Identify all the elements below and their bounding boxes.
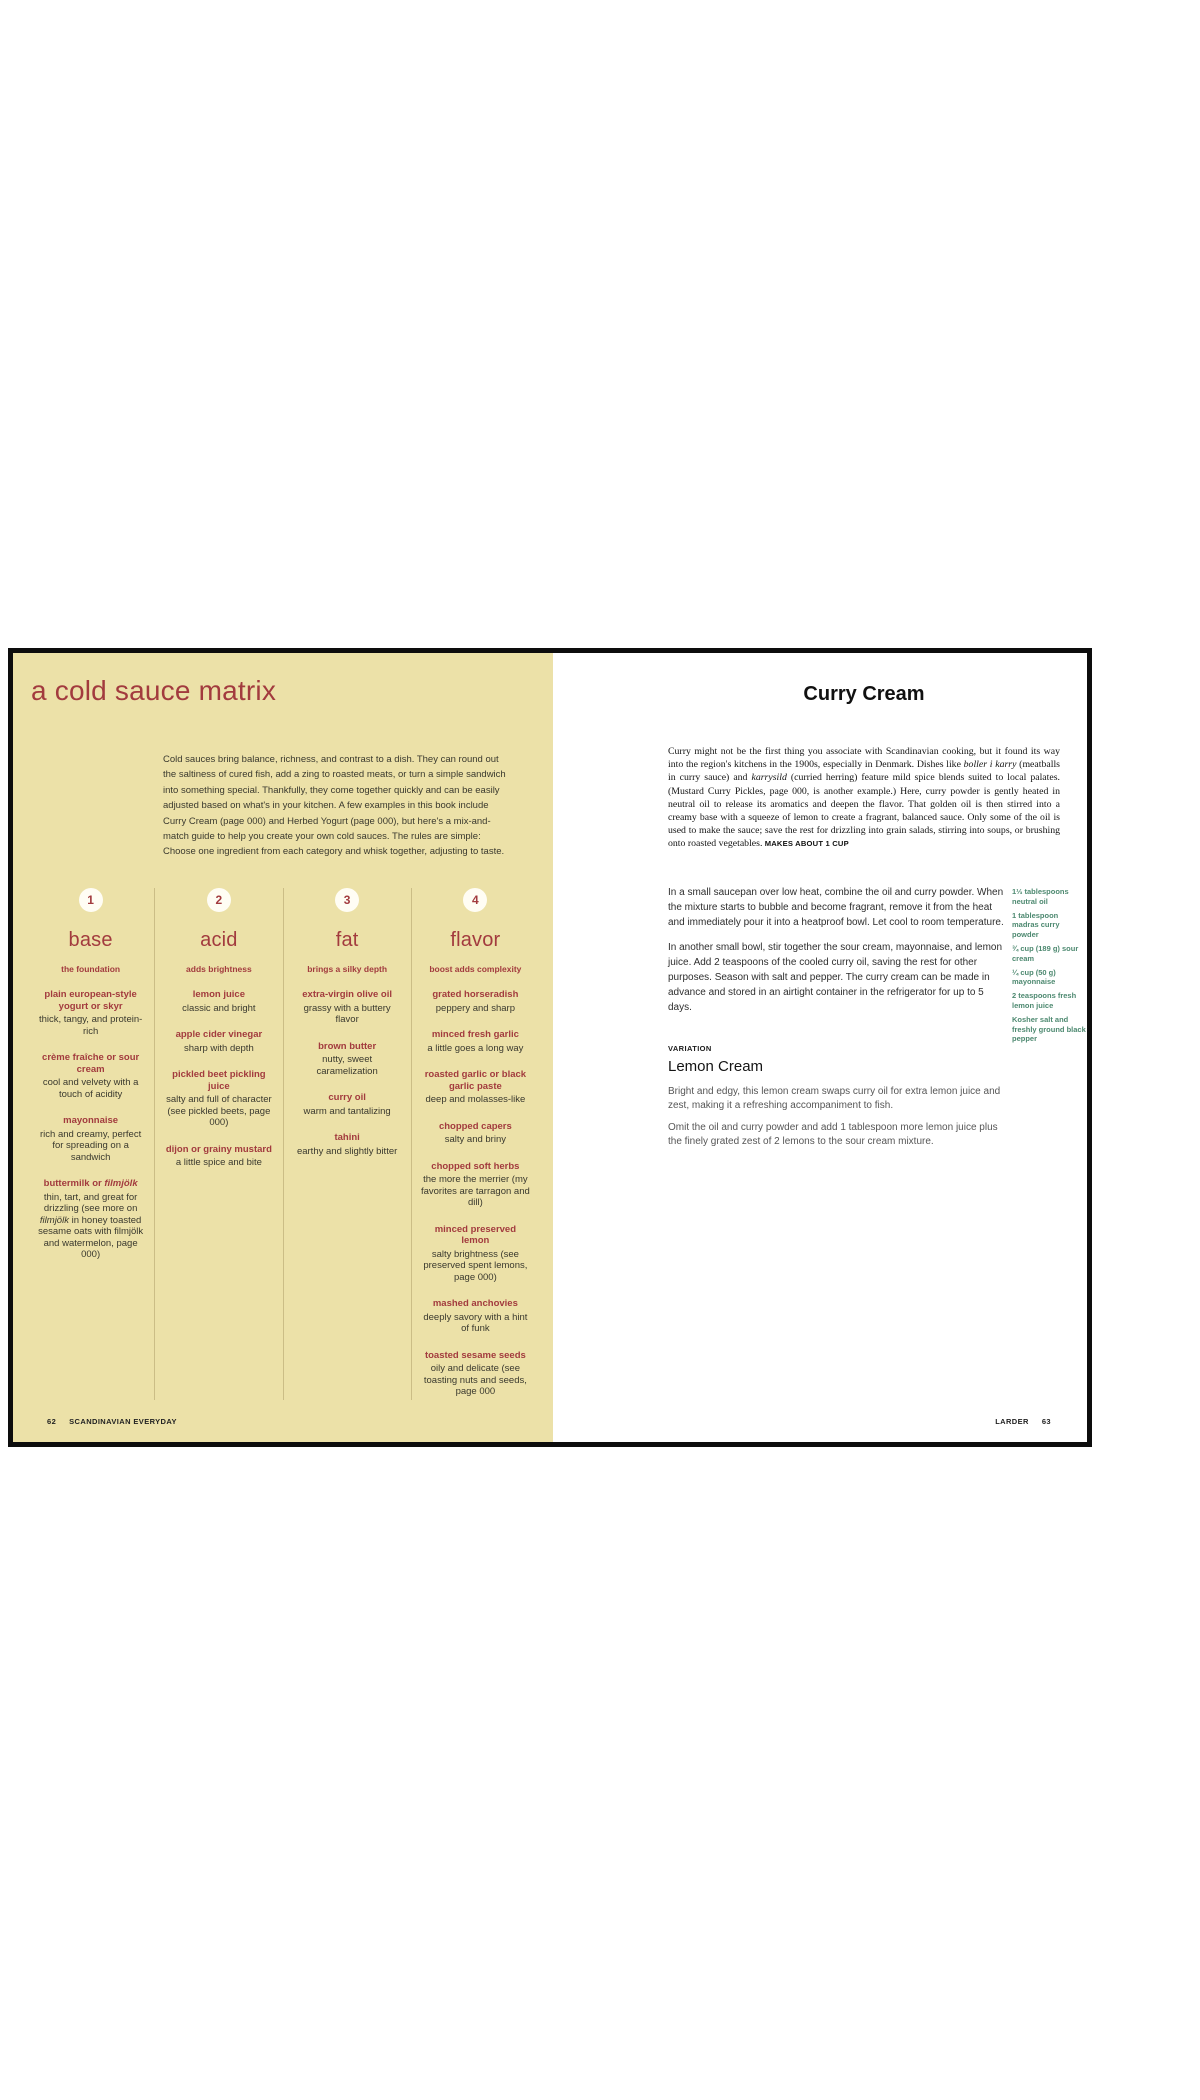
item-description: a little goes a long way (427, 1042, 524, 1054)
matrix-item (421, 1298, 530, 1335)
column-title: flavor (450, 929, 501, 951)
item-description: rich and creamy, perfect for spreading on a sandwich (40, 1128, 142, 1163)
item-name: crème fraîche or sour cream (42, 1052, 140, 1075)
ingredient-item: 1 tablespoon madras curry powder (1012, 910, 1060, 939)
variation-section (668, 1041, 1008, 1149)
right-page (553, 653, 1087, 1442)
column-title: base (68, 929, 113, 951)
column-number-badge: 3 (335, 888, 359, 912)
matrix-item (421, 1161, 530, 1209)
item-description: peppery and sharp (435, 1002, 515, 1014)
item-description: cool and velvety with a touch of acidity (42, 1077, 139, 1100)
recipe-title: Curry Cream (803, 683, 925, 705)
running-head: LARDER (995, 1417, 1029, 1426)
matrix-column-acid (155, 888, 283, 1400)
item-description: warm and tantalizing (303, 1105, 391, 1117)
page-title: a cold sauce matrix (31, 675, 277, 706)
item-name: toasted sesame seeds (424, 1349, 526, 1361)
item-description: deep and molasses-like (425, 1094, 526, 1105)
item-description: salty and full of character (see pickled beets, page 000) (166, 1094, 272, 1128)
column-number-badge: 1 (79, 888, 103, 912)
item-description: thick, tangy, and protein-rich (38, 1014, 143, 1037)
column-subtitle: brings a silky depth (307, 964, 388, 974)
item-name: lemon juice (192, 989, 245, 1000)
matrix-column-fat (284, 888, 412, 1400)
matrix-item (164, 1069, 273, 1129)
variation-paragraph: Omit the oil and curry powder and add 1 tablespoon more lemon juice plus the finely grated zest of 2 lemons to the sour cream mixture. (668, 1122, 998, 1147)
item-name: grated horseradish (432, 989, 519, 1000)
item-description: sharp with depth (184, 1042, 254, 1054)
page-number: 63 (1041, 1417, 1051, 1426)
matrix-item (421, 989, 530, 1014)
matrix-item (421, 1029, 530, 1054)
variation-title: Lemon Cream (668, 1058, 764, 1075)
column-subtitle: boost adds complexity (429, 964, 522, 974)
ingredient-item: 2 teaspoons fresh lemon juice (1012, 991, 1077, 1010)
item-name: brown butter (318, 1040, 377, 1052)
item-description: classic and bright (182, 1002, 256, 1014)
column-subtitle: adds brightness (186, 964, 252, 974)
column-number-badge: 4 (463, 888, 487, 912)
item-name: plain european-style yogurt or skyr (44, 989, 137, 1012)
item-description: earthy and slightly bitter (296, 1145, 398, 1157)
item-name: minced fresh garlic (431, 1029, 519, 1040)
ingredient-item: ¼ cup (50 g) mayonnaise (1012, 967, 1056, 987)
item-description: grassy with a buttery flavor (303, 1002, 391, 1025)
item-description: salty and briny (444, 1134, 506, 1145)
matrix-item (293, 989, 402, 1026)
item-name: chopped soft herbs (431, 1160, 520, 1172)
matrix-item (164, 1144, 273, 1169)
ingredient-list (1012, 887, 1087, 1048)
item-name: curry oil (328, 1092, 366, 1103)
item-name: pickled beet pickling juice (172, 1069, 266, 1092)
method-section (668, 885, 1008, 1157)
matrix-item (164, 989, 273, 1014)
variation-paragraph: Bright and edgy, this lemon cream swaps curry oil for extra lemon juice and zest, making it a refreshing accompaniment to fish. (668, 1086, 1001, 1111)
column-title: acid (200, 929, 238, 951)
matrix-item (36, 989, 145, 1037)
matrix-item (36, 1178, 145, 1261)
item-name: minced preserved lemon (434, 1223, 517, 1246)
matrix-column-flavor (412, 888, 539, 1400)
matrix-item (36, 1052, 145, 1100)
item-description: oily and delicate (see toasting nuts and seeds, page 000 (423, 1363, 527, 1397)
item-name: dijon or grainy mustard (165, 1143, 272, 1155)
ingredient-item: 1⅓ tablespoons neutral oil (1012, 887, 1069, 906)
item-description: the more the merrier (my favorites are tarragon and dill) (420, 1174, 530, 1208)
matrix-item (421, 1069, 530, 1106)
recipe-intro: Curry might not be the first thing you associate with Scandinavian cooking, but it found its way into the region's kitchens in the 1900s, especially in Denmark. Dishes like boller i karry (meatballs in curry sauce) and karrysild (curried herring) feature mild spice blends suited to local palates. (Mustard Curry Pickles, page 000, is another example.) Here, curry powder is gently heated in neutral oil to release its aromatics and deepen the flavor. That golden oil is then stirred into a creamy base with a squeeze of lemon to create a fragrant, balanced sauce. Only some of the oil is used to make the sauce; save the rest for drizzling into grain salads, stirring into soups, or brushing onto roasted vegetables. MAKES ABOUT 1 CUP (668, 746, 1060, 850)
matrix-item (421, 1121, 530, 1146)
matrix-item (164, 1029, 273, 1054)
running-head: SCANDINAVIAN EVERYDAY (69, 1417, 177, 1426)
spread-inner (13, 653, 1087, 1442)
item-description: nutty, sweet caramelization (316, 1054, 378, 1077)
item-name: apple cider vinegar (175, 1029, 263, 1040)
item-name: extra-virgin olive oil (302, 989, 392, 1000)
matrix-item (293, 1092, 402, 1117)
column-subtitle: the foundation (61, 964, 121, 974)
matrix-item (421, 1224, 530, 1284)
matrix-column-base (27, 888, 155, 1400)
matrix-item (293, 1041, 402, 1078)
page-footer (47, 1417, 190, 1426)
left-page (13, 653, 553, 1442)
matrix-item (36, 1115, 145, 1163)
item-description: thin, tart, and great for drizzling (see more on filmjölk in honey toasted sesame oats with filmjölk and watermelon, page 000) (38, 1191, 144, 1260)
ingredient-item: Kosher salt and freshly ground black pepper (1012, 1015, 1086, 1044)
item-description: deeply savory with a hint of funk (423, 1311, 528, 1334)
item-description: a little spice and bite (175, 1157, 262, 1168)
page-footer (982, 1417, 1051, 1426)
matrix-item (421, 1350, 530, 1398)
page-number: 62 (47, 1417, 57, 1426)
item-description: salty brightness (see preserved spent lemons, page 000) (423, 1248, 528, 1283)
column-number-badge: 2 (207, 888, 231, 912)
ingredient-item: ¾ cup (189 g) sour cream (1012, 943, 1079, 963)
item-name: buttermilk or filmjölk (43, 1178, 138, 1189)
item-name: roasted garlic or black garlic paste (424, 1069, 527, 1092)
item-name: tahini (334, 1132, 360, 1143)
method-paragraph: In a small saucepan over low heat, combine the oil and curry powder. When the mixture starts to bubble and become fragrant, remove it from the heat and immediately pour it into a heatproof bowl. Let cool to room temperature. (668, 887, 1004, 928)
item-name: chopped capers (438, 1120, 512, 1132)
sauce-matrix (27, 888, 539, 1400)
book-spread (8, 648, 1092, 1447)
variation-label: VARIATION (668, 1044, 712, 1053)
method-paragraph: In another small bowl, stir together the sour cream, mayonnaise, and lemon juice. Add 2 teaspoons of the cooled curry oil, saving the rest for other purposes. Season with salt and pepper. The curry cream can be made in advance and stored in an airtight container in the refrigerator for up to 5 days. (668, 942, 1003, 1013)
matrix-item (293, 1132, 402, 1157)
intro-paragraph: Cold sauces bring balance, richness, and contrast to a dish. They can round out the saltiness of cured fish, add a zing to roasted meats, or turn a simple sandwich into something special. Thankfully, they come together quickly and can be easily adjusted based on what's in your kitchen. A few examples in this book include Curry Cream (page 000) and Herbed Yogurt (page 000), but here's a mix-and-match guide to help you create your own cold sauces. The rules are simple: Choose one ingredient from each category and whisk together, adjusting to taste. (163, 754, 506, 858)
item-name: mayonnaise (63, 1115, 119, 1126)
column-title: fat (335, 929, 359, 951)
item-name: mashed anchovies (432, 1298, 518, 1309)
